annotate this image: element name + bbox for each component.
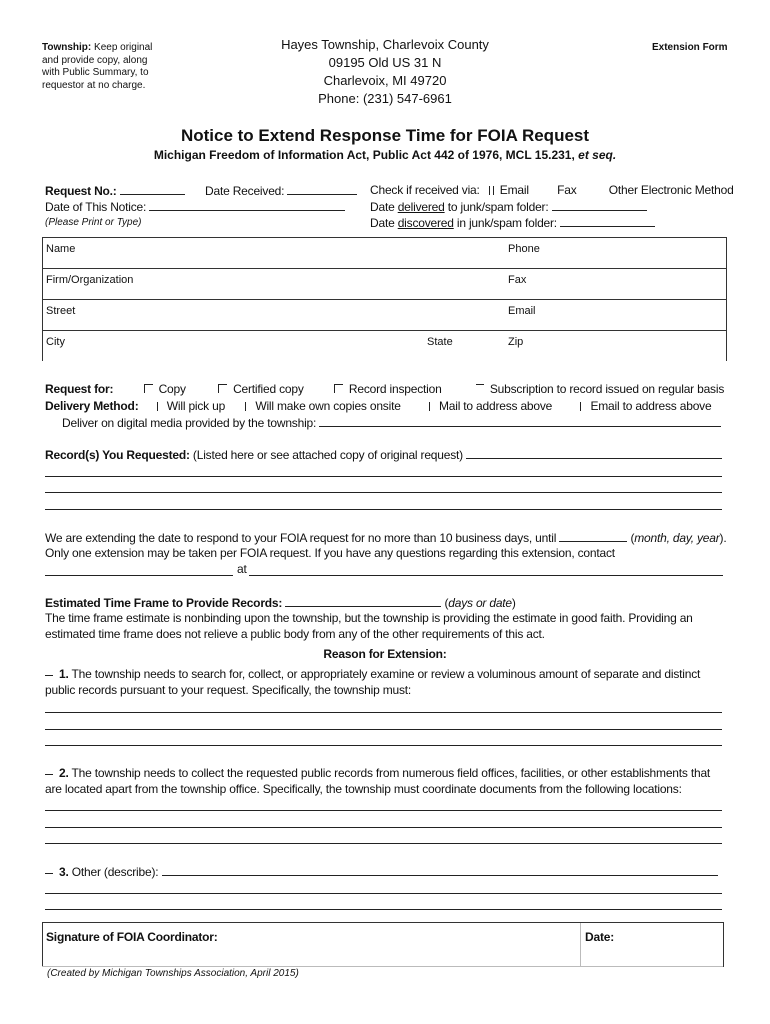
records-label: Record(s) You Requested: — [45, 448, 190, 462]
reason-2-line-1[interactable] — [45, 810, 722, 811]
township-note-text: Keep original and provide copy, along with Public Summary, to requestor at no charge. — [42, 42, 153, 91]
records-field[interactable] — [466, 447, 722, 459]
reason-2-text-2: are located apart from the township office. Specifically, the township must coordinate documents from the following locations: — [45, 782, 682, 796]
estimate-text-1: The time frame estimate is nonbinding upon the township, but the township is providing the estimate in good faith. Providing an — [45, 611, 693, 625]
reason-2-checkbox[interactable] — [45, 774, 53, 775]
date-delivered-row: Date delivered to junk/spam folder: — [370, 199, 647, 214]
estimate-text-2: estimated time frame does not relieve a public body from any of the other requirements of this act. — [45, 627, 545, 641]
records-line-1[interactable] — [45, 476, 722, 477]
extension-until-field[interactable] — [559, 530, 627, 542]
digital-media-field[interactable] — [319, 415, 721, 427]
form-type-label: Extension Form — [652, 42, 728, 53]
reason-1-line-1[interactable] — [45, 712, 722, 713]
township-address-block — [255, 36, 515, 108]
reason-heading: Reason for Extension: — [323, 647, 447, 661]
contact-info-field[interactable] — [249, 575, 723, 576]
date-delivered-field[interactable] — [552, 199, 647, 211]
request-for-label: Request for: — [45, 382, 114, 396]
date-received-label: Date Received: — [205, 184, 285, 198]
extension-line-2: Only one extension may be taken per FOIA request. If you have any questions regarding this extension, contact — [45, 546, 615, 560]
phone-label: Phone — [508, 243, 540, 255]
township-address-line1: 09195 Old US 31 N — [328, 55, 442, 70]
reason-1-text-2: public records pursuant to your request. Specifically, the township must: — [45, 683, 412, 697]
pickup-checkbox[interactable] — [157, 402, 158, 411]
reason-1-checkbox[interactable] — [45, 675, 53, 676]
estimate-field[interactable] — [285, 595, 441, 607]
reason-2-line-2[interactable] — [45, 827, 722, 828]
delivery-label: Delivery Method: — [45, 399, 139, 413]
page-title: Notice to Extend Response Time for FOIA Request — [180, 126, 590, 145]
via-other-label[interactable]: Other Electronic Method — [608, 183, 734, 197]
records-line-2[interactable] — [45, 492, 722, 493]
name-label: Name — [46, 243, 76, 255]
copy-checkbox[interactable] — [144, 384, 153, 393]
street-row[interactable] — [43, 300, 726, 331]
inspection-checkbox[interactable] — [334, 384, 343, 393]
township-note-label: Township: — [42, 42, 92, 53]
extension-line-1: We are extending the date to respond to your FOIA request for no more than 10 business days, until (month, day, year). — [45, 531, 727, 545]
certified-checkbox[interactable] — [218, 384, 227, 393]
mail-checkbox[interactable] — [429, 402, 430, 411]
delivery-row: Delivery Method: Will pick up Will make own copies onsite Mail to address above Email to address above — [45, 399, 712, 413]
reason-3-line-1[interactable] — [45, 893, 722, 894]
reason-3-row: 3. Other (describe): — [45, 864, 718, 879]
township-note — [42, 42, 162, 92]
firm-label: Firm/Organization — [46, 274, 134, 286]
estimate-label: Estimated Time Frame to Provide Records: — [45, 596, 283, 610]
street-label: Street — [46, 305, 76, 317]
name-row[interactable] — [43, 238, 726, 269]
date-discovered-row: Date discovered in junk/spam folder: — [370, 215, 655, 230]
signature-label: Signature of FOIA Coordinator: — [46, 930, 218, 944]
footer-credit: (Created by Michigan Townships Association, April 2015) — [47, 968, 299, 979]
reason-3-line-2[interactable] — [45, 909, 722, 910]
date-notice-field[interactable] — [149, 199, 345, 211]
zip-label: Zip — [508, 336, 524, 348]
subtitle-text: Michigan Freedom of Information Act, Public Act 442 of 1976, MCL 15.231, — [153, 148, 575, 162]
print-type-note: (Please Print or Type) — [45, 217, 142, 228]
contact-grid — [42, 237, 727, 361]
reason-1-line-2[interactable] — [45, 729, 722, 730]
subtitle-emphasis: et seq. — [578, 148, 617, 162]
subscription-checkbox[interactable] — [476, 384, 484, 393]
at-label: at — [237, 562, 247, 576]
signature-date-label: Date: — [585, 930, 615, 944]
township-name: Hayes Township, Charlevoix County — [281, 37, 489, 52]
reason-2-line-3[interactable] — [45, 843, 722, 844]
email-label: Email — [508, 305, 536, 317]
records-line-3[interactable] — [45, 509, 722, 510]
firm-row[interactable] — [43, 269, 726, 300]
fax-label: Fax — [508, 274, 527, 286]
township-phone: Phone: (231) 547-6961 — [318, 91, 452, 106]
request-for-row: Request for: Copy Certified copy Record inspection Subscription to record issued on regular basis — [45, 382, 725, 396]
township-address-line2: Charlevoix, MI 49720 — [323, 73, 447, 88]
records-row — [45, 447, 722, 462]
reason-3-field[interactable] — [162, 864, 718, 876]
check-via-label: Check if received via: — [370, 183, 480, 197]
via-email-label: Email — [499, 183, 529, 197]
signature-date-field[interactable] — [618, 937, 718, 965]
digital-media-row: Deliver on digital media provided by the township: — [62, 415, 721, 430]
reason-1-line-3[interactable] — [45, 745, 722, 746]
via-fax-label[interactable]: Fax — [557, 183, 577, 197]
check-via-row — [370, 183, 734, 197]
copies-onsite-checkbox[interactable] — [245, 402, 246, 411]
via-email-checkbox[interactable] — [489, 186, 490, 195]
reason-1-row: 1. The township needs to search for, collect, or appropriately examine or review a voluminous amount of separate and distinct — [45, 667, 700, 681]
reason-2-row: 2. The township needs to collect the requested public records from numerous field offices, facilities, or other establishments that — [45, 766, 710, 780]
records-text: (Listed here or see attached copy of original request) — [192, 448, 463, 462]
city-label: City — [46, 336, 65, 348]
page-subtitle — [0, 148, 770, 162]
request-no-label: Request No.: — [45, 184, 117, 198]
contact-person-field[interactable] — [45, 575, 233, 576]
signature-field[interactable] — [43, 937, 573, 965]
date-notice-label: Date of This Notice: — [45, 200, 147, 214]
city-row[interactable] — [43, 331, 726, 361]
request-no-field[interactable] — [120, 183, 185, 195]
reason-3-checkbox[interactable] — [45, 873, 53, 874]
estimate-row: Estimated Time Frame to Provide Records: (days or date) — [45, 596, 516, 610]
email-checkbox[interactable] — [580, 402, 581, 411]
signature-box — [42, 922, 724, 967]
request-no-row — [45, 183, 357, 198]
state-label: State — [427, 336, 453, 348]
date-received-field[interactable] — [287, 183, 357, 195]
date-notice-row — [45, 199, 345, 214]
date-discovered-field[interactable] — [560, 215, 655, 227]
